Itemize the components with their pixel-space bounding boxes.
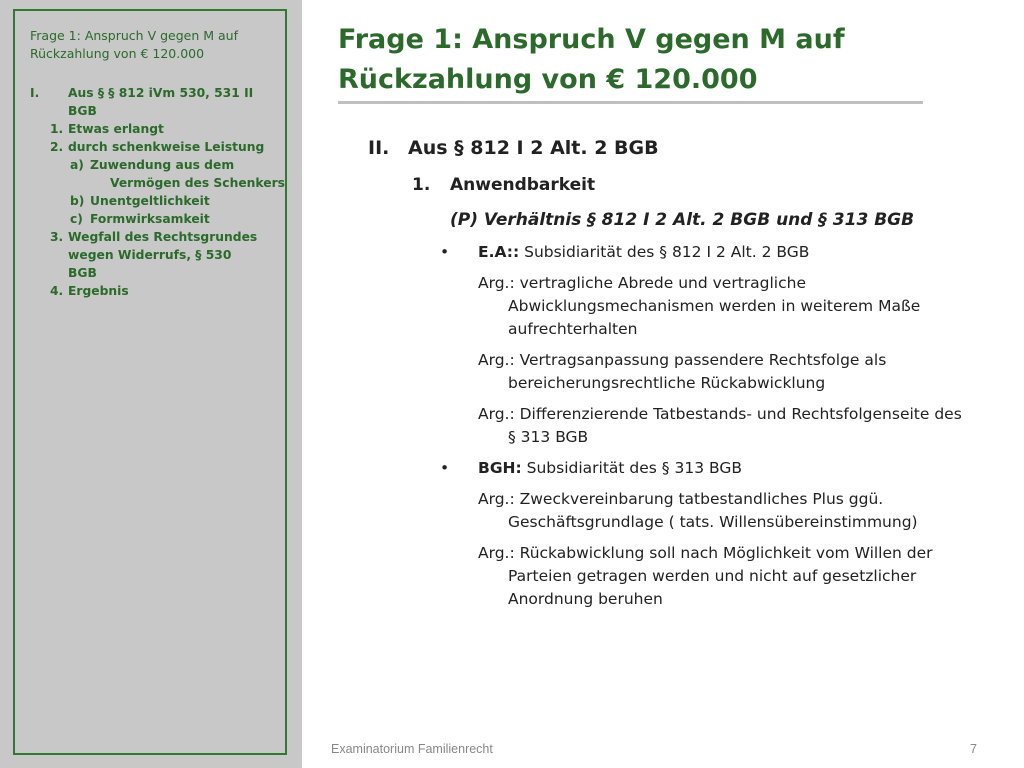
opinion-bullet — [368, 457, 1008, 480]
subsection-text: Anwendbarkeit — [450, 175, 596, 195]
outline-number: I. — [30, 86, 40, 100]
outline-number: 1. — [50, 122, 64, 136]
outline-item — [30, 120, 285, 138]
outline-line: Formwirksamkeit — [90, 212, 210, 226]
subsection-number: 1. — [412, 175, 431, 195]
argument-line: § 313 BGB — [508, 428, 589, 446]
argument-item — [368, 488, 1008, 534]
slide-title-line: Rückzahlung von € 120.000 — [338, 64, 758, 95]
outline-item — [30, 192, 285, 210]
outline-line: wegen Widerrufs, § 530 — [68, 248, 232, 262]
sidebar-title-line: Frage 1: Anspruch V gegen M auf — [30, 28, 238, 43]
outline-list — [30, 84, 285, 300]
problem-statement: (P) Verhältnis § 812 I 2 Alt. 2 BGB und § 313 BGB — [450, 210, 915, 230]
argument-line: Arg.: Rückabwicklung soll nach Möglichkeit vom Willen der — [478, 544, 933, 562]
sidebar-title — [30, 27, 280, 63]
outline-item — [30, 156, 285, 192]
outline-line: Etwas erlangt — [68, 122, 164, 136]
argument-line: Arg.: Zweckvereinbarung tatbestandliches Plus ggü. — [478, 490, 884, 508]
outline-number: b) — [70, 194, 85, 208]
opinion-label: E.A:: — [478, 243, 520, 261]
argument-item — [368, 542, 1008, 611]
section-number: II. — [368, 137, 390, 159]
outline-item — [30, 282, 285, 300]
outline-item — [30, 84, 285, 120]
outline-number: a) — [70, 158, 84, 172]
opinion-bullet — [368, 241, 1008, 264]
argument-line: Anordnung beruhen — [508, 590, 663, 608]
opinion-label: BGH: — [478, 459, 522, 477]
outline-line: Vermögen des Schenkers — [110, 176, 285, 190]
outline-line: durch schenkweise Leistung — [68, 140, 265, 154]
slide-title-line: Frage 1: Anspruch V gegen M auf — [338, 24, 845, 55]
argument-line: Parteien getragen werden und nicht auf gesetzlicher — [508, 567, 917, 585]
slide-title — [338, 20, 938, 100]
opinion-text: Subsidiarität des § 812 I 2 Alt. 2 BGB — [519, 243, 810, 261]
subsection-heading — [368, 168, 1008, 202]
bullet-dot-icon: • — [440, 459, 450, 477]
outline-item — [30, 228, 285, 282]
argument-item — [368, 349, 1008, 395]
outline-line: Zuwendung aus dem — [90, 158, 235, 172]
page-number: 7 — [970, 742, 977, 756]
outline-item — [30, 210, 285, 228]
slide-content — [368, 134, 1008, 611]
outline-line: Aus § § 812 iVm 530, 531 II — [68, 86, 254, 100]
argument-line: Abwicklungsmechanismen werden in weiterem Maße — [508, 297, 921, 315]
outline-number: 3. — [50, 230, 64, 244]
bullet-dot-icon: • — [440, 243, 450, 261]
outline-line: Unentgeltlichkeit — [90, 194, 210, 208]
title-divider — [338, 101, 923, 104]
argument-line: Arg.: Differenzierende Tatbestands- und Rechtsfolgenseite des — [478, 405, 962, 423]
argument-line: Arg.: vertragliche Abrede und vertragliche — [478, 274, 806, 292]
footer-text: Examinatorium Familienrecht — [331, 742, 493, 756]
outline-line: BGB — [68, 104, 97, 118]
argument-line: bereicherungsrechtliche Rückabwicklung — [508, 374, 826, 392]
argument-item — [368, 272, 1008, 341]
outline-line: Wegfall des Rechtsgrundes — [68, 230, 258, 244]
opinion-text: Subsidiarität des § 313 BGB — [521, 459, 743, 477]
sidebar-title-line: Rückzahlung von € 120.000 — [30, 46, 205, 61]
section-heading — [368, 134, 1008, 162]
section-text: Aus § 812 I 2 Alt. 2 BGB — [408, 137, 659, 159]
outline-line: BGB — [68, 266, 97, 280]
outline-number: 2. — [50, 140, 64, 154]
argument-line: Geschäftsgrundlage ( tats. Willensübereinstimmung) — [508, 513, 918, 531]
argument-item — [368, 403, 1008, 449]
outline-number: c) — [70, 212, 83, 226]
outline-item — [30, 138, 285, 156]
outline-number: 4. — [50, 284, 64, 298]
outline-line: Ergebnis — [68, 284, 129, 298]
outline-sidebar — [0, 0, 302, 768]
argument-line: aufrechterhalten — [508, 320, 638, 338]
argument-line: Arg.: Vertragsanpassung passendere Rechtsfolge als — [478, 351, 887, 369]
